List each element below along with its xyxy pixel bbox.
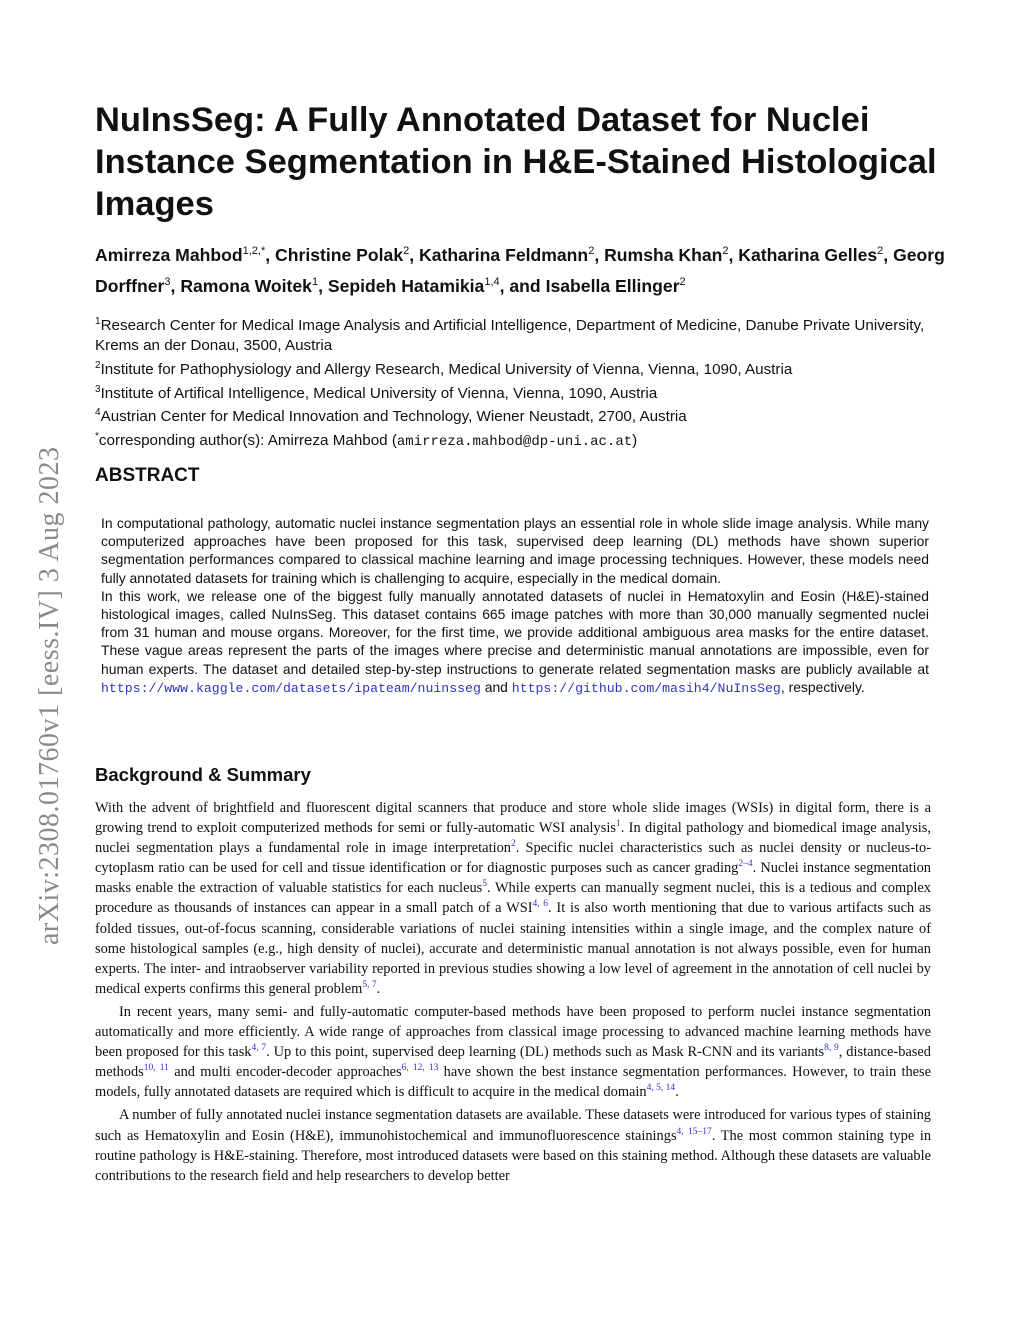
corresponding-close-paren: ) [632,432,638,450]
author-affil-sup: 2 [403,245,410,257]
kaggle-dataset-link[interactable]: https://www.kaggle.com/datasets/ipateam/nuinsseg [101,680,481,696]
background-paragraph-3 [95,1105,931,1185]
author-name: Sepideh Hatamikia [327,275,485,296]
author-separator: , [409,244,420,265]
author-name: Amirreza Mahbod [95,244,243,265]
github-repo-link[interactable]: https://github.com/masih4/NuInsSeg [511,680,781,696]
author-affil-sup: 3 [164,275,171,288]
paragraph-text: In recent years, many semi- and fully-automatic computer-based methods have been proposed to perform nuclei instance segmentation automatically and more efficiently. A wide range of approaches from classical image processing to advanced machine learning methods have been proposed for this task [95,1003,931,1061]
affiliation-list [95,312,945,453]
paragraph-text: . The most common staining type in routine pathology is H&E-staining. Therefore, most introduced datasets were based on this staining method. Although these datasets are valuable contributions to the research field and help researchers to develop better [95,1127,932,1184]
paragraph-text: A number of fully annotated nuclei instance segmentation datasets are available. These datasets were introduced for various types of staining such as Hematoxylin and Eosin (H&E), immunohistochemical and immunofluorescence stainings [95,1107,931,1144]
paragraph-text: . Up to this point, supervised deep learning (DL) methods such as Mask R-CNN and its variants [266,1044,825,1061]
background-paragraph-2 [95,1002,931,1102]
affiliation-item [95,380,945,404]
abstract-paragraph-2 [101,587,929,698]
author-name: Christine Polak [275,244,404,265]
affiliation-item [95,312,945,356]
abstract-heading: ABSTRACT [95,465,200,486]
author-affil-sup: 2 [722,245,729,257]
affiliation-sup: 3 [95,383,101,395]
citation-ref[interactable]: 4, 5, 14 [646,1083,676,1094]
citation-ref[interactable]: 4, 6 [532,899,548,910]
arxiv-identifier-stamp: arXiv:2308.01760v1 [eess.IV] 3 Aug 2023 [34,446,65,945]
citation-ref[interactable]: 4, 15–17 [676,1126,712,1137]
author-name: Rumsha Khan [604,244,723,265]
citation-ref[interactable]: 10, 11 [143,1063,169,1074]
abstract-paragraph-2-text: In this work, we release one of the biggest fully manually annotated datasets of nuclei in Hematoxylin and Eosin (H&E)-stained histological images, called NuInsSeg. This dataset contains 665 image patches with more than 30,000 manually segmented nuclei from 31 human and mouse organs. Moreover, for the first time, we provide additional ambiguous area masks for the entire dataset. These vague areas represent the parts of the images where precise and deterministic manual annotations are impossible, even for human experts. The dataset and detailed step-by-step instructions to generate related segmentation masks are publicly available at [101,587,929,677]
citation-ref[interactable]: 2–4 [738,859,753,870]
abstract-and: and [480,678,512,695]
corresponding-email-link[interactable]: amirreza.mahbod@dp-uni.ac.at [396,434,633,451]
paragraph-text: and multi encoder-decoder approaches [168,1064,402,1081]
author-affil-sup: 2 [679,275,686,288]
affiliation-text: Research Center for Medical Image Analysis and Artificial Intelligence, Department of Medicine, Danube Private University, Krems an der Donau, 3500, Austria [95,317,925,354]
author-name: Isabella Ellinger [545,275,680,296]
citation-ref[interactable]: 1 [615,819,621,830]
citation-ref[interactable]: 6, 12, 13 [401,1063,439,1074]
affiliation-sup: 4 [95,407,101,419]
author-affil-sup: 1 [311,275,319,288]
abstract-body [101,514,929,698]
paragraph-text: With the advent of brightfield and fluorescent digital scanners that produce and store whole slide images (WSIs) in digital form, there is a growing trend to exploit computerized methods for semi or fully-automatic WSI analysis [95,800,931,837]
author-name: Katharina Feldmann [419,244,589,265]
author-separator: , [883,244,894,265]
citation-ref[interactable]: 5 [482,879,488,890]
author-separator: , [318,275,328,296]
paragraph-text: . [376,980,381,997]
affiliation-text: Austrian Center for Medical Innovation and Technology, Wiener Neustadt, 2700, Austria [100,408,687,426]
author-separator: , [170,275,181,296]
citation-ref[interactable]: 2 [510,839,516,850]
affiliation-sup: 1 [95,316,101,327]
author-separator: , [265,244,276,265]
abstract-end: , respectively. [780,678,865,695]
corresponding-sup: * [95,431,99,443]
corresponding-text: corresponding author(s): Amirreza Mahbod ( [98,432,397,450]
paragraph-text: . While experts can manually segment nuclei, this is a tedious and complex procedure as thousands of instances can appear in a small patch of a WSI [95,880,931,917]
affiliation-sup: 2 [95,359,101,371]
paragraph-text: . [675,1084,679,1101]
author-name: Georg Dorffner [95,244,945,296]
citation-ref[interactable]: 5, 7 [362,980,377,991]
paragraph-text: . It is also worth mentioning that due to various artifacts such as folded tissues, out-of-focus scanning, considerable variations of nuclei staining intensities within a single image, and the complex nature of some histological samples (e.g., high density of nuclei), accurate and deterministic manual annotation is not always possible, even for human experts. The inter- and intraobserver variability reported in previous studies showing a low level of agreement in the annotation of cell nuclei by medical experts confirms this general problem [95,900,931,997]
abstract-paragraph-1: In computational pathology, automatic nuclei instance segmentation plays an essential role in whole slide image analysis. While many computerized approaches have been proposed for this task, supervised deep learning (DL) methods have shown superior segmentation performances compared to classical machine learning and image processing techniques. However, these models need fully annotated datasets for training which is challenging to acquire, especially in the medical domain. [101,515,929,586]
author-separator: , and [499,275,546,296]
author-affil-sup: 2 [588,245,595,257]
corresponding-author [95,427,945,453]
paragraph-text: . Nuclei instance segmentation masks enable the extraction of valuable statistics for each nucleus [95,860,931,897]
citation-ref[interactable]: 4, 7 [251,1043,267,1054]
author-separator: , [728,244,739,265]
author-separator: , [594,244,605,265]
author-affil-sup: 1,4 [484,275,500,288]
background-heading: Background & Summary [95,764,311,785]
author-name: Katharina Gelles [738,244,878,265]
background-body [95,798,931,1189]
paragraph-text: , distance-based methods [95,1044,931,1081]
paragraph-text: have shown the best instance segmentation performances. However, to train these models, fully annotated datasets are required which is difficult to acquire in the medical domain [95,1064,932,1101]
author-list [95,238,955,300]
author-name: Ramona Woitek [180,275,312,296]
citation-ref[interactable]: 8, 9 [824,1043,839,1054]
background-paragraph-1 [95,798,931,999]
paragraph-text: . Specific nuclei characteristics such as nuclei density or nucleus-to-cytoplasm ratio can be used for cell and tissue identification or for diagnostic purposes such as cancer grading [95,840,932,877]
affiliation-text: Institute of Artifical Intelligence, Medical University of Vienna, Vienna, 1090, Austria [100,384,658,402]
affiliation-item [95,403,945,427]
paragraph-text: . In digital pathology and biomedical image analysis, nuclei segmentation plays a fundamental role in image interpretation [95,820,931,857]
paper-title: NuInsSeg: A Fully Annotated Dataset for Nuclei Instance Segmentation in H&E-Stained Histological Images [95,101,937,223]
affiliation-text: Institute for Pathophysiology and Allergy Research, Medical University of Vienna, Vienna, 1090, Austria [100,360,793,378]
affiliation-item [95,356,945,380]
author-affil-sup: 1,2,* [242,245,266,257]
author-affil-sup: 2 [877,245,884,257]
